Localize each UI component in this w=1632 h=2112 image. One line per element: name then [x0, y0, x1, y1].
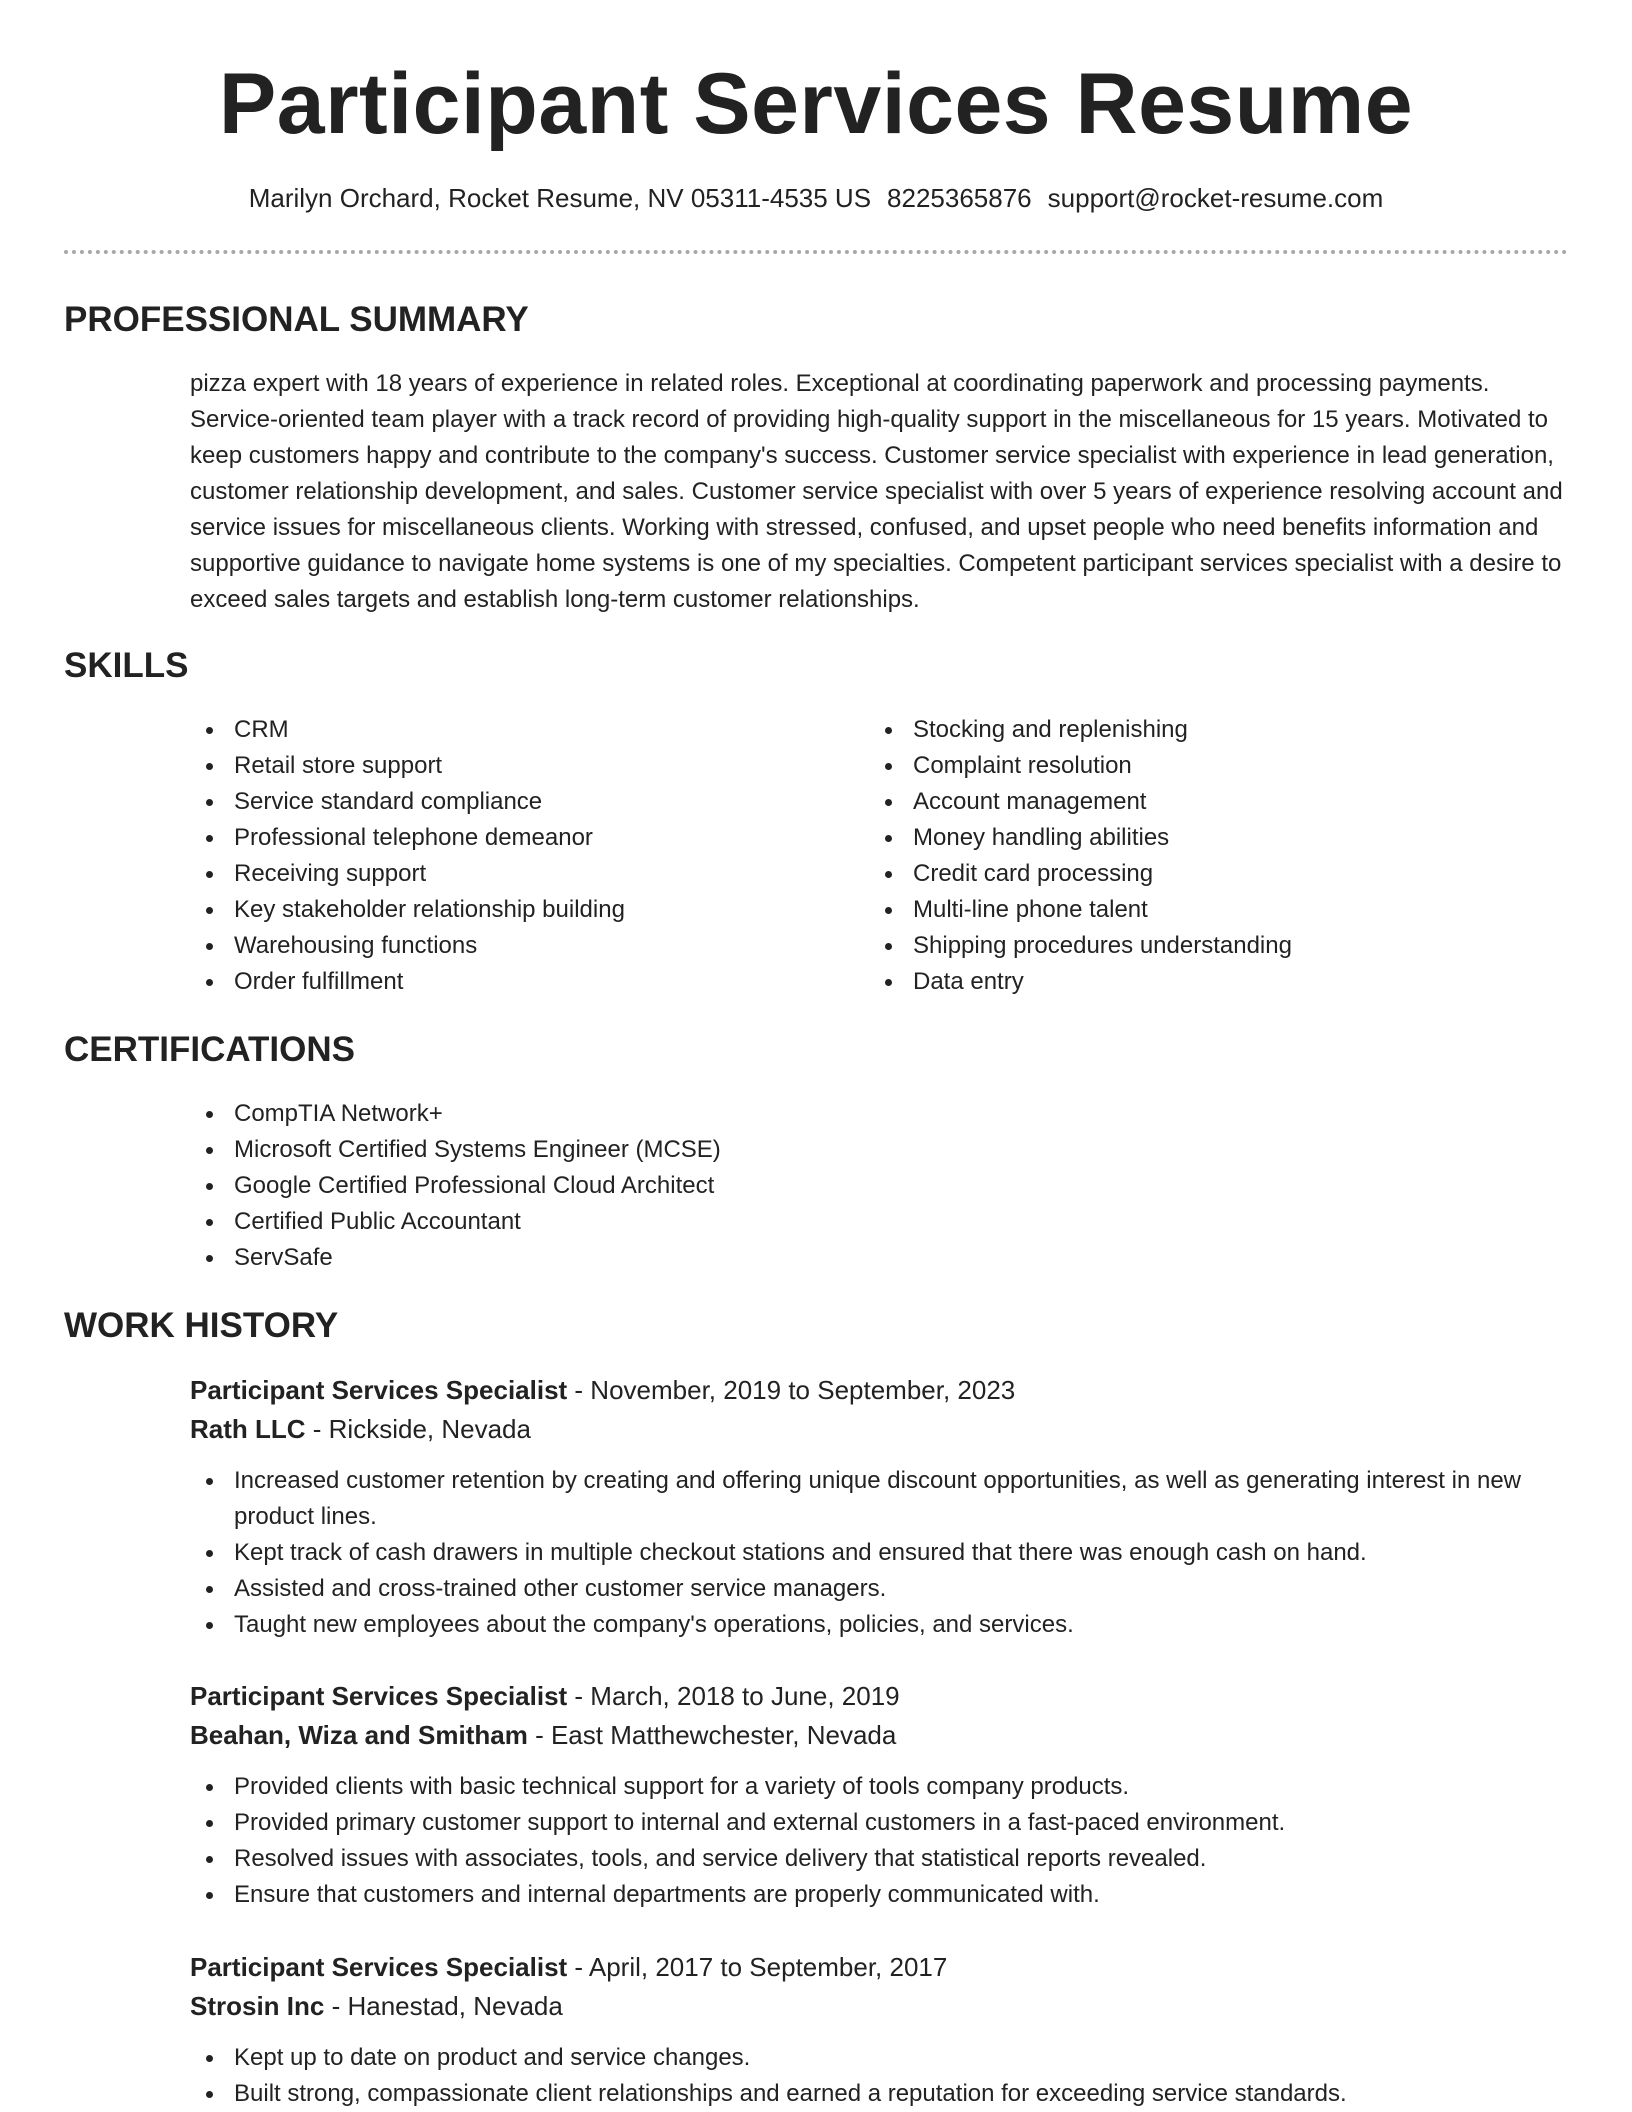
certifications-heading: CERTIFICATIONS [64, 1030, 356, 1069]
job-duties-list [190, 2040, 1570, 2112]
work-history-heading: WORK HISTORY [64, 1306, 339, 1345]
skill-item: Complaint resolution [869, 748, 1569, 784]
job-duty: Provided clients with basic technical support for a variety of tools company products. [190, 1769, 1570, 1805]
job-location: - Hanestad, Nevada [324, 1991, 563, 2021]
job-company-line [190, 1987, 1570, 2026]
job-entry [190, 1677, 1570, 1913]
job-entry [190, 1371, 1570, 1643]
skills-heading: SKILLS [64, 646, 189, 685]
job-duty: Ensure that customers and internal departments are properly communicated with. [190, 1877, 1570, 1913]
job-title-line [190, 1677, 1570, 1716]
skill-item: Credit card processing [869, 856, 1569, 892]
skill-item: Stocking and replenishing [869, 712, 1569, 748]
contact-email[interactable]: support@rocket-resume.com [1047, 183, 1384, 213]
certification-item: Microsoft Certified Systems Engineer (MCSE) [190, 1132, 1490, 1168]
job-company: Strosin Inc [190, 1991, 325, 2021]
job-duty: Taught new employees about the company's operations, policies, and services. [190, 1607, 1570, 1643]
job-location: - East Matthewchester, Nevada [527, 1720, 897, 1750]
job-company: Beahan, Wiza and Smitham [190, 1720, 528, 1750]
job-dates: - April, 2017 to September, 2017 [567, 1952, 948, 1982]
skill-item: Shipping procedures understanding [869, 928, 1569, 964]
job-duty: Built strong, compassionate client relationships and earned a reputation for exceeding service standards. [190, 2076, 1570, 2112]
skills-list-left [190, 712, 830, 1000]
job-title: Participant Services Specialist [190, 1681, 568, 1711]
job-location: - Rickside, Nevada [305, 1414, 531, 1444]
skill-item: Data entry [869, 964, 1569, 1000]
header-divider [64, 250, 1568, 254]
job-title-line [190, 1948, 1570, 1987]
contact-phone: 8225365876 [887, 183, 1032, 213]
job-duty: Resolved issues with associates, tools, and service delivery that statistical reports revealed. [190, 1841, 1570, 1877]
skill-item: Service standard compliance [190, 784, 830, 820]
skill-item: Key stakeholder relationship building [190, 892, 830, 928]
skill-item: Multi-line phone talent [869, 892, 1569, 928]
skill-item: CRM [190, 712, 830, 748]
skill-item: Account management [869, 784, 1569, 820]
job-duty: Assisted and cross-trained other customer service managers. [190, 1571, 1570, 1607]
job-title-line [190, 1371, 1570, 1410]
job-title: Participant Services Specialist [190, 1952, 568, 1982]
resume-title: Participant Services Resume [218, 56, 1414, 152]
job-company-line [190, 1410, 1570, 1449]
certification-item: Certified Public Accountant [190, 1204, 1490, 1240]
skill-item: Order fulfillment [190, 964, 830, 1000]
job-duty: Kept up to date on product and service changes. [190, 2040, 1570, 2076]
summary-text: pizza expert with 18 years of experience in related roles. Exceptional at coordinating paperwork and processing payments. Service-oriented team player with a track record of providing high-quality support in the miscellaneous for 15 years. Motivated to keep customers happy and contribute to the company's success. Customer service specialist with experience in lead generation, customer relationship development, and sales. Customer service specialist with over 5 years of experience resolving account and service issues for miscellaneous clients. Working with stressed, confused, and upset people who need benefits information and supportive guidance to navigate home systems is one of my specialties. Competent participant services specialist with a desire to exceed sales targets and establish long-term customer relationships. [190, 370, 1563, 613]
summary-heading: PROFESSIONAL SUMMARY [64, 300, 529, 339]
job-dates: - March, 2018 to June, 2019 [567, 1681, 900, 1711]
skill-item: Warehousing functions [190, 928, 830, 964]
job-dates: - November, 2019 to September, 2023 [567, 1375, 1016, 1405]
job-duties-list [190, 1463, 1570, 1643]
job-company: Rath LLC [190, 1414, 306, 1444]
job-duty: Provided primary customer support to internal and external customers in a fast-paced environment. [190, 1805, 1570, 1841]
job-duty: Increased customer retention by creating and offering unique discount opportunities, as well as generating interest in new product lines. [190, 1463, 1570, 1535]
certification-item: CompTIA Network+ [190, 1096, 1490, 1132]
job-title: Participant Services Specialist [190, 1375, 568, 1405]
skill-item: Receiving support [190, 856, 830, 892]
job-company-line [190, 1716, 1570, 1755]
skill-item: Money handling abilities [869, 820, 1569, 856]
skills-list-right [869, 712, 1569, 1000]
certifications-list [190, 1096, 1490, 1276]
contact-line [0, 180, 1632, 216]
certification-item: Google Certified Professional Cloud Architect [190, 1168, 1490, 1204]
job-entry [190, 1948, 1570, 2112]
job-duties-list [190, 1769, 1570, 1913]
skill-item: Retail store support [190, 748, 830, 784]
skill-item: Professional telephone demeanor [190, 820, 830, 856]
contact-address: Marilyn Orchard, Rocket Resume, NV 05311-4535 US [248, 183, 872, 213]
job-duty: Kept track of cash drawers in multiple checkout stations and ensured that there was enough cash on hand. [190, 1535, 1570, 1571]
certification-item: ServSafe [190, 1240, 1490, 1276]
